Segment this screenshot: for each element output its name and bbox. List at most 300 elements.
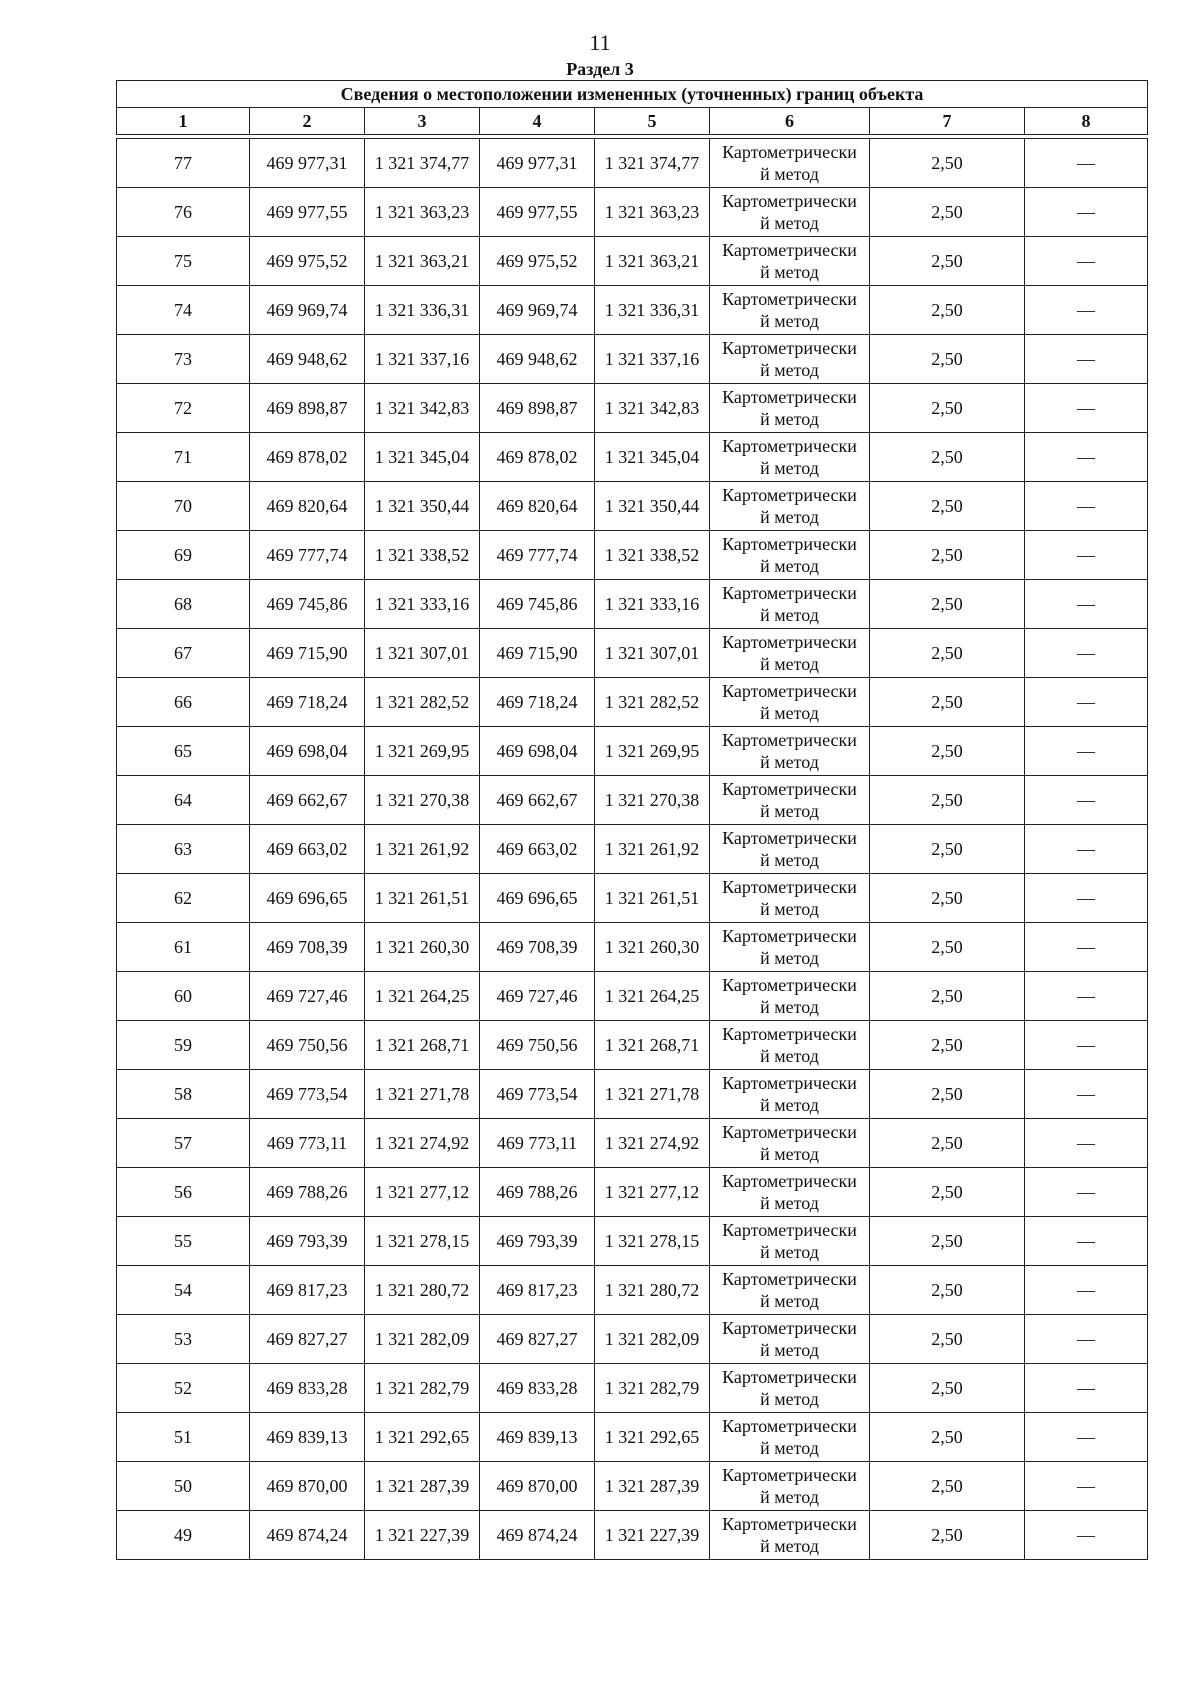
y-existing-cell: 1 321 282,52 — [365, 678, 480, 727]
y-new-cell: 1 321 337,16 — [595, 335, 710, 384]
method-text-line1: Картометрически — [722, 534, 857, 554]
method-cell — [710, 531, 870, 580]
point-number-cell: 50 — [117, 1462, 250, 1511]
method-text-line2: й метод — [760, 801, 819, 821]
table-row — [117, 972, 1148, 1021]
description-cell: — — [1025, 286, 1148, 335]
method-cell — [710, 1119, 870, 1168]
y-existing-cell: 1 321 261,92 — [365, 825, 480, 874]
table-body — [117, 139, 1148, 1560]
x-new-cell: 469 788,26 — [480, 1168, 595, 1217]
x-new-cell: 469 977,55 — [480, 188, 595, 237]
x-existing-cell: 469 827,27 — [250, 1315, 365, 1364]
table-row — [117, 727, 1148, 776]
y-existing-cell: 1 321 307,01 — [365, 629, 480, 678]
method-cell — [710, 1413, 870, 1462]
accuracy-cell: 2,50 — [870, 727, 1025, 776]
method-cell — [710, 1070, 870, 1119]
y-existing-cell: 1 321 282,09 — [365, 1315, 480, 1364]
method-cell — [710, 1021, 870, 1070]
x-existing-cell: 469 839,13 — [250, 1413, 365, 1462]
y-existing-cell: 1 321 280,72 — [365, 1266, 480, 1315]
method-text-line1: Картометрически — [722, 1220, 857, 1240]
method-text-line1: Картометрически — [722, 681, 857, 701]
accuracy-cell: 2,50 — [870, 678, 1025, 727]
accuracy-cell: 2,50 — [870, 384, 1025, 433]
point-number-cell: 56 — [117, 1168, 250, 1217]
method-cell — [710, 1315, 870, 1364]
x-new-cell: 469 839,13 — [480, 1413, 595, 1462]
method-text-line2: й метод — [760, 850, 819, 870]
method-text-line2: й метод — [760, 458, 819, 478]
point-number-cell: 54 — [117, 1266, 250, 1315]
x-new-cell: 469 750,56 — [480, 1021, 595, 1070]
table-row — [117, 1315, 1148, 1364]
point-number-cell: 55 — [117, 1217, 250, 1266]
method-text-line1: Картометрически — [722, 142, 857, 162]
x-new-cell: 469 817,23 — [480, 1266, 595, 1315]
y-existing-cell: 1 321 261,51 — [365, 874, 480, 923]
x-new-cell: 469 718,24 — [480, 678, 595, 727]
method-cell — [710, 188, 870, 237]
method-text-line1: Картометрически — [722, 828, 857, 848]
table-row — [117, 580, 1148, 629]
accuracy-cell: 2,50 — [870, 335, 1025, 384]
x-existing-cell: 469 662,67 — [250, 776, 365, 825]
column-number: 4 — [480, 108, 595, 135]
y-new-cell: 1 321 350,44 — [595, 482, 710, 531]
description-cell: — — [1025, 1364, 1148, 1413]
accuracy-cell: 2,50 — [870, 1364, 1025, 1413]
y-existing-cell: 1 321 277,12 — [365, 1168, 480, 1217]
table-row — [117, 874, 1148, 923]
method-text-line2: й метод — [760, 1340, 819, 1360]
y-existing-cell: 1 321 271,78 — [365, 1070, 480, 1119]
x-existing-cell: 469 715,90 — [250, 629, 365, 678]
x-new-cell: 469 698,04 — [480, 727, 595, 776]
point-number-cell: 58 — [117, 1070, 250, 1119]
x-existing-cell: 469 745,86 — [250, 580, 365, 629]
x-existing-cell: 469 727,46 — [250, 972, 365, 1021]
method-text-line1: Картометрически — [722, 1024, 857, 1044]
accuracy-cell: 2,50 — [870, 139, 1025, 188]
description-cell: — — [1025, 1315, 1148, 1364]
method-text-line1: Картометрически — [722, 583, 857, 603]
method-text-line1: Картометрически — [722, 877, 857, 897]
method-cell — [710, 139, 870, 188]
accuracy-cell: 2,50 — [870, 776, 1025, 825]
point-number-cell: 49 — [117, 1511, 250, 1560]
accuracy-cell: 2,50 — [870, 1168, 1025, 1217]
method-text-line1: Картометрически — [722, 975, 857, 995]
y-new-cell: 1 321 307,01 — [595, 629, 710, 678]
description-cell: — — [1025, 1168, 1148, 1217]
x-existing-cell: 469 898,87 — [250, 384, 365, 433]
method-cell — [710, 874, 870, 923]
point-number-cell: 52 — [117, 1364, 250, 1413]
y-existing-cell: 1 321 278,15 — [365, 1217, 480, 1266]
accuracy-cell: 2,50 — [870, 825, 1025, 874]
accuracy-cell: 2,50 — [870, 1070, 1025, 1119]
x-new-cell: 469 777,74 — [480, 531, 595, 580]
method-text-line2: й метод — [760, 899, 819, 919]
point-number-cell: 61 — [117, 923, 250, 972]
table-row — [117, 237, 1148, 286]
accuracy-cell: 2,50 — [870, 531, 1025, 580]
method-text-line2: й метод — [760, 1389, 819, 1409]
description-cell: — — [1025, 678, 1148, 727]
method-cell — [710, 776, 870, 825]
method-text-line1: Картометрически — [722, 1171, 857, 1191]
y-new-cell: 1 321 282,09 — [595, 1315, 710, 1364]
table-row — [117, 188, 1148, 237]
accuracy-cell: 2,50 — [870, 1462, 1025, 1511]
method-text-line1: Картометрически — [722, 1416, 857, 1436]
accuracy-cell: 2,50 — [870, 482, 1025, 531]
accuracy-cell: 2,50 — [870, 874, 1025, 923]
description-cell: — — [1025, 1511, 1148, 1560]
description-cell: — — [1025, 1119, 1148, 1168]
point-number-cell: 57 — [117, 1119, 250, 1168]
x-existing-cell: 469 874,24 — [250, 1511, 365, 1560]
method-cell — [710, 433, 870, 482]
method-text-line1: Картометрически — [722, 1318, 857, 1338]
method-cell — [710, 727, 870, 776]
accuracy-cell: 2,50 — [870, 1217, 1025, 1266]
accuracy-cell: 2,50 — [870, 1266, 1025, 1315]
y-new-cell: 1 321 333,16 — [595, 580, 710, 629]
x-new-cell: 469 874,24 — [480, 1511, 595, 1560]
description-cell: — — [1025, 972, 1148, 1021]
method-text-line2: й метод — [760, 605, 819, 625]
y-existing-cell: 1 321 274,92 — [365, 1119, 480, 1168]
x-existing-cell: 469 718,24 — [250, 678, 365, 727]
x-existing-cell: 469 777,74 — [250, 531, 365, 580]
table-row — [117, 1021, 1148, 1070]
table-row — [117, 433, 1148, 482]
y-new-cell: 1 321 363,23 — [595, 188, 710, 237]
method-cell — [710, 1266, 870, 1315]
point-number-cell: 53 — [117, 1315, 250, 1364]
x-new-cell: 469 820,64 — [480, 482, 595, 531]
method-text-line2: й метод — [760, 1046, 819, 1066]
table-caption: Сведения о местоположении измененных (уточненных) границ объекта — [117, 81, 1148, 108]
point-number-cell: 68 — [117, 580, 250, 629]
method-text-line1: Картометрически — [722, 779, 857, 799]
accuracy-cell: 2,50 — [870, 972, 1025, 1021]
table-row — [117, 286, 1148, 335]
method-text-line2: й метод — [760, 1438, 819, 1458]
x-existing-cell: 469 977,55 — [250, 188, 365, 237]
table-row — [117, 139, 1148, 188]
description-cell: — — [1025, 825, 1148, 874]
x-new-cell: 469 793,39 — [480, 1217, 595, 1266]
point-number-cell: 62 — [117, 874, 250, 923]
description-cell: — — [1025, 384, 1148, 433]
table-row — [117, 678, 1148, 727]
y-new-cell: 1 321 345,04 — [595, 433, 710, 482]
method-text-line2: й метод — [760, 164, 819, 184]
table-row — [117, 1266, 1148, 1315]
x-new-cell: 469 708,39 — [480, 923, 595, 972]
x-new-cell: 469 827,27 — [480, 1315, 595, 1364]
table-row — [117, 1511, 1148, 1560]
x-existing-cell: 469 977,31 — [250, 139, 365, 188]
y-new-cell: 1 321 261,51 — [595, 874, 710, 923]
y-new-cell: 1 321 269,95 — [595, 727, 710, 776]
accuracy-cell: 2,50 — [870, 1315, 1025, 1364]
y-new-cell: 1 321 271,78 — [595, 1070, 710, 1119]
section-title: Раздел 3 — [566, 59, 634, 79]
x-new-cell: 469 870,00 — [480, 1462, 595, 1511]
point-number-cell: 59 — [117, 1021, 250, 1070]
point-number-cell: 76 — [117, 188, 250, 237]
method-text-line2: й метод — [760, 213, 819, 233]
description-cell: — — [1025, 727, 1148, 776]
method-text-line1: Картометрически — [722, 436, 857, 456]
y-existing-cell: 1 321 227,39 — [365, 1511, 480, 1560]
accuracy-cell: 2,50 — [870, 923, 1025, 972]
method-text-line2: й метод — [760, 948, 819, 968]
column-number: 2 — [250, 108, 365, 135]
accuracy-cell: 2,50 — [870, 1119, 1025, 1168]
method-text-line1: Картометрически — [722, 191, 857, 211]
method-text-line2: й метод — [760, 654, 819, 674]
x-existing-cell: 469 663,02 — [250, 825, 365, 874]
method-text-line2: й метод — [760, 1242, 819, 1262]
method-text-line2: й метод — [760, 1536, 819, 1556]
point-number-cell: 65 — [117, 727, 250, 776]
page-number: 11 — [589, 30, 611, 55]
y-existing-cell: 1 321 287,39 — [365, 1462, 480, 1511]
y-new-cell: 1 321 287,39 — [595, 1462, 710, 1511]
description-cell: — — [1025, 1413, 1148, 1462]
method-text-line1: Картометрически — [722, 1269, 857, 1289]
accuracy-cell: 2,50 — [870, 237, 1025, 286]
table-row — [117, 1217, 1148, 1266]
point-number-cell: 69 — [117, 531, 250, 580]
x-new-cell: 469 977,31 — [480, 139, 595, 188]
description-cell: — — [1025, 580, 1148, 629]
method-cell — [710, 335, 870, 384]
boundary-table — [116, 80, 1148, 1560]
description-cell: — — [1025, 482, 1148, 531]
y-existing-cell: 1 321 260,30 — [365, 923, 480, 972]
method-text-line1: Картометрически — [722, 387, 857, 407]
table-row — [117, 531, 1148, 580]
table-row — [117, 1413, 1148, 1462]
point-number-cell: 73 — [117, 335, 250, 384]
description-cell: — — [1025, 1021, 1148, 1070]
method-text-line2: й метод — [760, 409, 819, 429]
x-existing-cell: 469 788,26 — [250, 1168, 365, 1217]
table-row — [117, 1119, 1148, 1168]
table-row — [117, 629, 1148, 678]
accuracy-cell: 2,50 — [870, 1021, 1025, 1070]
method-cell — [710, 678, 870, 727]
method-text-line1: Картометрически — [722, 926, 857, 946]
y-existing-cell: 1 321 333,16 — [365, 580, 480, 629]
method-cell — [710, 629, 870, 678]
point-number-cell: 63 — [117, 825, 250, 874]
method-text-line2: й метод — [760, 752, 819, 772]
column-number: 3 — [365, 108, 480, 135]
method-text-line1: Картометрически — [722, 1122, 857, 1142]
method-text-line1: Картометрически — [722, 240, 857, 260]
method-text-line1: Картометрически — [722, 730, 857, 750]
accuracy-cell: 2,50 — [870, 629, 1025, 678]
x-new-cell: 469 898,87 — [480, 384, 595, 433]
method-cell — [710, 237, 870, 286]
table-row — [117, 1168, 1148, 1217]
table-row — [117, 776, 1148, 825]
method-text-line2: й метод — [760, 703, 819, 723]
y-existing-cell: 1 321 345,04 — [365, 433, 480, 482]
y-new-cell: 1 321 278,15 — [595, 1217, 710, 1266]
method-text-line1: Картометрически — [722, 1073, 857, 1093]
y-existing-cell: 1 321 350,44 — [365, 482, 480, 531]
x-new-cell: 469 975,52 — [480, 237, 595, 286]
x-new-cell: 469 833,28 — [480, 1364, 595, 1413]
method-text-line2: й метод — [760, 311, 819, 331]
column-number: 8 — [1025, 108, 1148, 135]
x-existing-cell: 469 773,11 — [250, 1119, 365, 1168]
x-existing-cell: 469 708,39 — [250, 923, 365, 972]
y-new-cell: 1 321 268,71 — [595, 1021, 710, 1070]
method-cell — [710, 580, 870, 629]
y-new-cell: 1 321 282,52 — [595, 678, 710, 727]
method-text-line2: й метод — [760, 360, 819, 380]
description-cell: — — [1025, 1462, 1148, 1511]
x-existing-cell: 469 969,74 — [250, 286, 365, 335]
accuracy-cell: 2,50 — [870, 1511, 1025, 1560]
point-number-cell: 70 — [117, 482, 250, 531]
method-text-line1: Картометрически — [722, 632, 857, 652]
accuracy-cell: 2,50 — [870, 1413, 1025, 1462]
x-existing-cell: 469 820,64 — [250, 482, 365, 531]
column-number-row — [117, 108, 1148, 135]
x-new-cell: 469 663,02 — [480, 825, 595, 874]
accuracy-cell: 2,50 — [870, 433, 1025, 482]
x-new-cell: 469 878,02 — [480, 433, 595, 482]
point-number-cell: 64 — [117, 776, 250, 825]
y-existing-cell: 1 321 336,31 — [365, 286, 480, 335]
method-text-line2: й метод — [760, 997, 819, 1017]
y-new-cell: 1 321 260,30 — [595, 923, 710, 972]
description-cell: — — [1025, 1217, 1148, 1266]
description-cell: — — [1025, 874, 1148, 923]
x-existing-cell: 469 817,23 — [250, 1266, 365, 1315]
y-new-cell: 1 321 336,31 — [595, 286, 710, 335]
y-existing-cell: 1 321 264,25 — [365, 972, 480, 1021]
y-new-cell: 1 321 261,92 — [595, 825, 710, 874]
method-text-line1: Картометрически — [722, 338, 857, 358]
method-cell — [710, 1364, 870, 1413]
y-existing-cell: 1 321 270,38 — [365, 776, 480, 825]
point-number-cell: 71 — [117, 433, 250, 482]
method-text-line2: й метод — [760, 1487, 819, 1507]
description-cell: — — [1025, 1070, 1148, 1119]
y-existing-cell: 1 321 342,83 — [365, 384, 480, 433]
method-text-line2: й метод — [760, 1144, 819, 1164]
description-cell: — — [1025, 1266, 1148, 1315]
y-existing-cell: 1 321 374,77 — [365, 139, 480, 188]
x-existing-cell: 469 948,62 — [250, 335, 365, 384]
table-row — [117, 335, 1148, 384]
y-existing-cell: 1 321 363,23 — [365, 188, 480, 237]
x-new-cell: 469 969,74 — [480, 286, 595, 335]
method-text-line1: Картометрически — [722, 1465, 857, 1485]
method-text-line2: й метод — [760, 1193, 819, 1213]
x-existing-cell: 469 975,52 — [250, 237, 365, 286]
method-cell — [710, 384, 870, 433]
description-cell: — — [1025, 776, 1148, 825]
method-cell — [710, 1168, 870, 1217]
y-new-cell: 1 321 338,52 — [595, 531, 710, 580]
point-number-cell: 72 — [117, 384, 250, 433]
y-existing-cell: 1 321 363,21 — [365, 237, 480, 286]
point-number-cell: 66 — [117, 678, 250, 727]
x-new-cell: 469 773,54 — [480, 1070, 595, 1119]
x-new-cell: 469 696,65 — [480, 874, 595, 923]
method-text-line1: Картометрически — [722, 289, 857, 309]
point-number-cell: 60 — [117, 972, 250, 1021]
x-existing-cell: 469 696,65 — [250, 874, 365, 923]
table-row — [117, 1462, 1148, 1511]
method-cell — [710, 1462, 870, 1511]
y-existing-cell: 1 321 269,95 — [365, 727, 480, 776]
table-row — [117, 825, 1148, 874]
table-row — [117, 482, 1148, 531]
y-new-cell: 1 321 292,65 — [595, 1413, 710, 1462]
x-new-cell: 469 948,62 — [480, 335, 595, 384]
point-number-cell: 51 — [117, 1413, 250, 1462]
point-number-cell: 77 — [117, 139, 250, 188]
y-new-cell: 1 321 374,77 — [595, 139, 710, 188]
method-text-line2: й метод — [760, 1291, 819, 1311]
y-existing-cell: 1 321 282,79 — [365, 1364, 480, 1413]
y-new-cell: 1 321 363,21 — [595, 237, 710, 286]
description-cell: — — [1025, 188, 1148, 237]
accuracy-cell: 2,50 — [870, 580, 1025, 629]
method-cell — [710, 482, 870, 531]
column-number: 6 — [710, 108, 870, 135]
y-new-cell: 1 321 342,83 — [595, 384, 710, 433]
description-cell: — — [1025, 139, 1148, 188]
y-existing-cell: 1 321 268,71 — [365, 1021, 480, 1070]
point-number-cell: 75 — [117, 237, 250, 286]
x-existing-cell: 469 750,56 — [250, 1021, 365, 1070]
method-text-line1: Картометрически — [722, 1514, 857, 1534]
x-existing-cell: 469 793,39 — [250, 1217, 365, 1266]
x-new-cell: 469 773,11 — [480, 1119, 595, 1168]
method-text-line2: й метод — [760, 1095, 819, 1115]
table-row — [117, 1364, 1148, 1413]
x-new-cell: 469 715,90 — [480, 629, 595, 678]
x-existing-cell: 469 833,28 — [250, 1364, 365, 1413]
description-cell: — — [1025, 335, 1148, 384]
x-existing-cell: 469 773,54 — [250, 1070, 365, 1119]
point-number-cell: 67 — [117, 629, 250, 678]
y-existing-cell: 1 321 338,52 — [365, 531, 480, 580]
table-row — [117, 384, 1148, 433]
accuracy-cell: 2,50 — [870, 286, 1025, 335]
method-text-line2: й метод — [760, 556, 819, 576]
method-text-line2: й метод — [760, 507, 819, 527]
description-cell: — — [1025, 531, 1148, 580]
y-new-cell: 1 321 264,25 — [595, 972, 710, 1021]
method-cell — [710, 923, 870, 972]
